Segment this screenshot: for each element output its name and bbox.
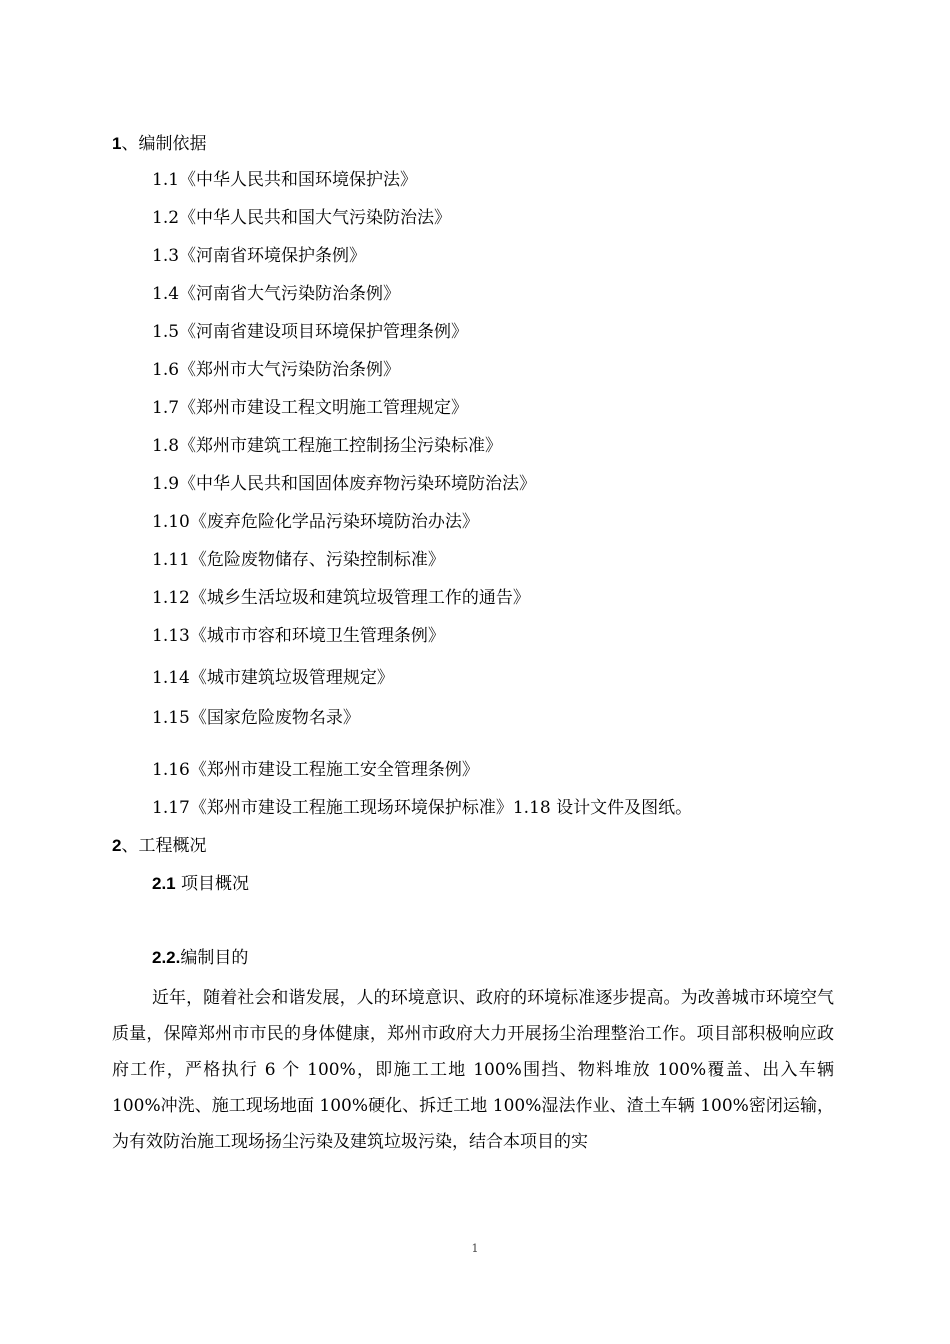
reference-item: 1.10《废弃危险化学品污染环境防治办法》 xyxy=(152,512,479,532)
subsection-2-2-number: 2.2. xyxy=(152,948,181,967)
reference-item: 1.6《郑州市大气污染防治条例》 xyxy=(152,360,401,380)
reference-item: 1.16《郑州市建设工程施工安全管理条例》 xyxy=(152,760,479,780)
reference-item: 1.8《郑州市建筑工程施工控制扬尘污染标准》 xyxy=(152,436,503,456)
reference-item: 1.17《郑州市建设工程施工现场环境保护标准》1.18 设计文件及图纸。 xyxy=(152,798,693,818)
subsection-2-1-number: 2.1 xyxy=(152,874,176,893)
reference-item: 1.15《国家危险废物名录》 xyxy=(152,708,360,728)
reference-item: 1.1《中华人民共和国环境保护法》 xyxy=(152,170,418,190)
reference-item: 1.2《中华人民共和国大气污染防治法》 xyxy=(152,208,452,228)
section-2-heading xyxy=(112,835,206,857)
section-2-title: 、工程概况 xyxy=(121,836,207,856)
reference-item: 1.4《河南省大气污染防治条例》 xyxy=(152,284,401,304)
subsection-2-2-title: 编制目的 xyxy=(180,948,249,968)
subsection-2-1-title: 项目概况 xyxy=(175,874,250,894)
purpose-paragraph: 近年，随着社会和谐发展，人的环境意识、政府的环境标准逐步提高。为改善城市环境空气质量，保障郑州市市民的身体健康，郑州市政府大力开展扬尘治理整治工作。项目部积极响应政府工作，严格执行 6 个 100%，即施工工地 100%围挡、物料堆放 100%覆盖、出入车辆 100%冲洗、施工现场地面 100%硬化、拆迁工地 100%湿法作业、渣土车辆 100%密闭运输，为有效防治施工现场扬尘污染及建筑垃圾污染，结合本项目的实 xyxy=(112,988,834,1152)
section-1-number: 1 xyxy=(112,134,122,153)
reference-item: 1.5《河南省建设项目环境保护管理条例》 xyxy=(152,322,469,342)
reference-item: 1.12《城乡生活垃圾和建筑垃圾管理工作的通告》 xyxy=(152,588,530,608)
reference-item: 1.9《中华人民共和国固体废弃物污染环境防治法》 xyxy=(152,474,537,494)
reference-item: 1.14《城市建筑垃圾管理规定》 xyxy=(152,668,394,688)
subsection-2-2-heading xyxy=(152,947,248,969)
section-1-title: 、编制依据 xyxy=(121,134,207,154)
reference-item: 1.7《郑州市建设工程文明施工管理规定》 xyxy=(152,398,469,418)
reference-item: 1.3《河南省环境保护条例》 xyxy=(152,246,367,266)
section-2-number: 2 xyxy=(112,836,122,855)
page-number: 1 xyxy=(471,1242,479,1255)
section-1-heading xyxy=(112,133,206,155)
subsection-2-1-heading xyxy=(152,873,249,895)
reference-item: 1.13《城市市容和环境卫生管理条例》 xyxy=(152,626,445,646)
reference-item: 1.11《危险废物储存、污染控制标准》 xyxy=(152,550,445,570)
